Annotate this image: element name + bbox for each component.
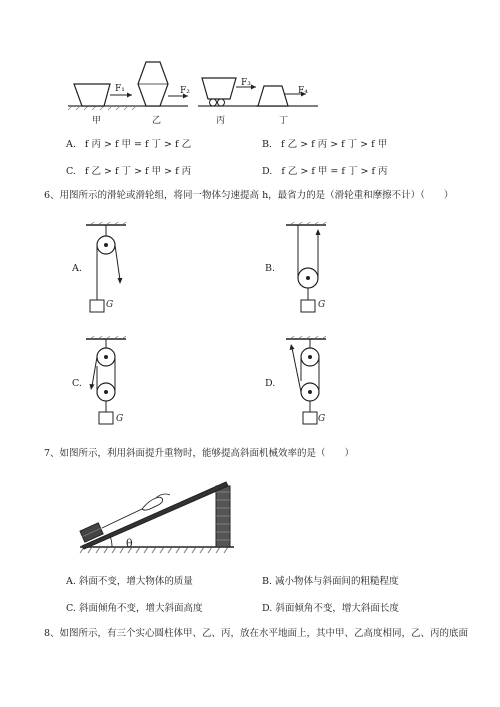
- q7-incline-figure: [76, 478, 236, 558]
- force-label-f1: F₁: [115, 84, 125, 94]
- figure-label-yi: 乙: [152, 116, 162, 126]
- q5-option-b[interactable]: [262, 139, 387, 151]
- q7-option-b[interactable]: B. 减小物体与斜面间的粗糙程度: [262, 576, 399, 587]
- option-letter: B.: [262, 139, 273, 150]
- q6-diagram-b: [284, 222, 334, 317]
- q8-stem: 8、如图所示，有三个实心圆柱体甲、乙、丙，放在水平地面上，其中甲、乙高度相同，乙、丙的底面: [44, 628, 469, 639]
- block-yi: [138, 62, 188, 106]
- q6-stem: 6、用图所示的滑轮或滑轮组，将同一物体匀速提高 h，最省力的是（滑轮重和摩擦不计）（ ）: [44, 190, 454, 201]
- option-text: f 丙 > f 甲 = f 丁 > f 乙: [84, 139, 192, 150]
- option-letter: D.: [262, 166, 273, 177]
- figure-label-bing: 丙: [216, 116, 226, 126]
- q7-option-a[interactable]: A. 斜面不变，增大物体的质量: [66, 576, 193, 587]
- q6-diagram-c: [84, 336, 134, 431]
- weight-label-b: G: [318, 300, 326, 310]
- q7-option-c[interactable]: C. 斜面倾角不变，增大斜面高度: [66, 603, 203, 614]
- figure-label-ding: 丁: [279, 116, 289, 126]
- weight-label-c: G: [116, 414, 124, 424]
- option-letter: C.: [66, 166, 76, 177]
- force-label-f4: F₄: [298, 86, 308, 96]
- angle-label: θ: [126, 537, 133, 550]
- block-jia: [68, 84, 138, 110]
- q6-diagram-d: [284, 336, 334, 431]
- weight-label-a: G: [106, 300, 114, 310]
- option-text: f 乙 > f 丁 > f 甲 > f 丙: [84, 166, 192, 177]
- option-text: f 乙 > f 甲 = f 丁 > f 丙: [281, 166, 388, 177]
- q5-option-a[interactable]: [66, 139, 191, 151]
- block-ding: [256, 86, 318, 106]
- option-letter: A.: [66, 139, 76, 150]
- q6-option-d[interactable]: D.: [265, 378, 276, 389]
- q6-option-b[interactable]: B.: [265, 263, 276, 274]
- q7-stem: 7、如图所示，利用斜面提升重物时，能够提高斜面机械效率的是（ ）: [44, 448, 355, 459]
- q6-option-c[interactable]: C.: [72, 378, 82, 389]
- q5-option-c[interactable]: [66, 166, 191, 178]
- q7-option-d[interactable]: D. 斜面倾角不变，增大斜面长度: [262, 603, 399, 614]
- figure-label-jia: 甲: [92, 116, 102, 126]
- q5-option-d[interactable]: [262, 166, 388, 178]
- q6-option-a[interactable]: A.: [72, 263, 82, 274]
- force-label-f2: F₂: [180, 86, 190, 96]
- weight-label-d: G: [318, 414, 326, 424]
- force-label-f3: F₃: [241, 78, 251, 88]
- option-text: f 乙 > f 丙 > f 丁 > f 甲: [281, 139, 388, 150]
